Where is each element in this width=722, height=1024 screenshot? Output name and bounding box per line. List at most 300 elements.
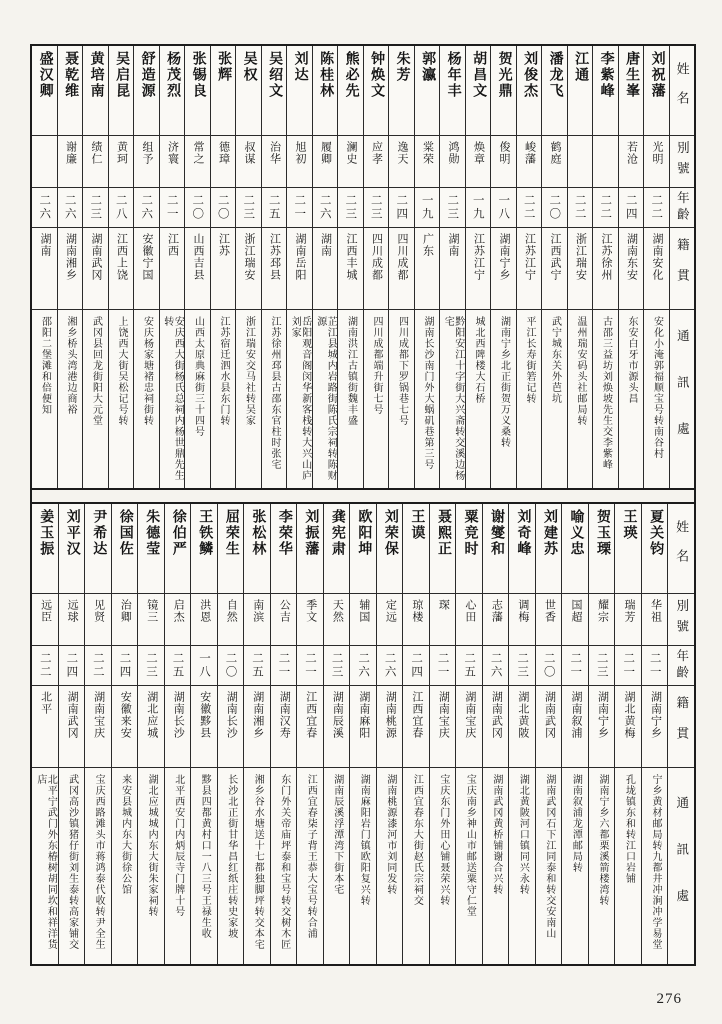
native-cell-text: 湖北黄陂 [516, 691, 529, 739]
age-cell-text: 二八 [114, 194, 127, 221]
addr-cell [389, 310, 414, 488]
native-cell-text: 湖南宝庆 [92, 691, 105, 739]
addr-cell-text: 湖南宁乡六都栗溪箭楼湾转 [596, 774, 608, 906]
name-cell-text: 聂熙正 [435, 509, 451, 557]
entry-column [439, 46, 465, 488]
entry-column [111, 504, 138, 964]
native-cell-text: 江西武宁 [549, 233, 562, 281]
hao-cell [642, 594, 668, 646]
name-cell-text: 徐伯严 [170, 509, 186, 557]
addr-cell [440, 310, 465, 488]
age-cell-text: 二五 [267, 194, 280, 221]
native-cell-text: 湖南宁乡 [498, 233, 511, 281]
age-cell [456, 646, 482, 686]
hao-cell [517, 136, 542, 188]
hao-cell [430, 594, 456, 646]
hao-cell-text: 组予 [141, 141, 154, 165]
age-cell-text: 二六 [140, 194, 153, 221]
hao-cell [403, 594, 429, 646]
hao-cell [191, 594, 217, 646]
native-cell-text: 安徽黟县 [198, 691, 211, 739]
hao-cell-text: 琼楼 [410, 599, 423, 623]
addr-cell-text: 湖北应城城内东大街朱家祠转 [146, 774, 158, 917]
hao-cell-text: 见贤 [92, 599, 105, 623]
name-cell [236, 46, 261, 136]
entry-column [414, 46, 440, 488]
age-cell [271, 646, 297, 686]
entry-column [137, 504, 164, 964]
name-cell [324, 504, 350, 594]
hao-header-label-text: 別號 [674, 599, 689, 640]
age-cell-text: 二六 [489, 652, 502, 679]
hao-cell [440, 136, 465, 188]
addr-header-label-text: 通訊處 [674, 796, 689, 936]
age-cell-text: 二一 [436, 652, 449, 679]
native-cell [377, 686, 403, 768]
age-cell-text: 二三 [242, 194, 255, 221]
directory-table-top [30, 44, 696, 490]
age-cell [430, 646, 456, 686]
name-cell-text: 张辉 [216, 51, 232, 83]
age-cell [562, 646, 588, 686]
native-cell [297, 686, 323, 768]
hao-cell-text: 调梅 [516, 599, 529, 623]
hao-cell-text: 履卿 [319, 141, 332, 165]
hao-cell [589, 594, 615, 646]
age-cell [377, 646, 403, 686]
age-cell [211, 188, 236, 228]
name-cell-text: 钟焕文 [369, 51, 385, 99]
addr-cell [338, 310, 363, 488]
age-cell [262, 188, 287, 228]
name-cell-text: 龚宪肃 [329, 509, 345, 557]
name-cell [32, 46, 57, 136]
hao-cell [218, 594, 244, 646]
entry-column [516, 46, 542, 488]
age-cell [324, 646, 350, 686]
name-cell [297, 504, 323, 594]
hao-cell [85, 594, 111, 646]
addr-cell [109, 310, 134, 488]
addr-cell [483, 768, 509, 964]
name-cell [218, 504, 244, 594]
hao-cell-text: 绩仁 [90, 141, 103, 165]
addr-cell [542, 310, 567, 488]
name-header-label-text: 姓名 [674, 61, 690, 120]
native-cell-text: 湖南宁乡 [649, 691, 662, 739]
addr-cell-text: 山西太原典麻街三十四号 [192, 316, 204, 437]
hao-cell [112, 594, 138, 646]
native-cell [619, 228, 644, 310]
age-cell [59, 646, 85, 686]
age-cell-text: 二六 [63, 194, 76, 221]
hao-cell-text: 世香 [543, 599, 556, 623]
name-cell [350, 504, 376, 594]
entry-column [388, 46, 414, 488]
addr-cell [509, 768, 535, 964]
age-cell [350, 646, 376, 686]
name-cell-text: 喻义忠 [568, 509, 584, 557]
native-cell [568, 228, 593, 310]
addr-cell-text: 长沙北正街甘华昌红纸庄转史家坡 [225, 774, 237, 939]
name-cell-text: 朱芳 [394, 51, 410, 83]
name-cell-text: 刘祝藩 [649, 51, 665, 99]
name-cell-text: 杨年丰 [445, 51, 461, 99]
entry-column [402, 504, 429, 964]
age-cell-text: 二五 [171, 652, 184, 679]
native-cell-text: 湖北应城 [145, 691, 158, 739]
native-cell [324, 686, 350, 768]
addr-cell [568, 310, 593, 488]
name-cell [483, 504, 509, 594]
native-cell-text: 山西吉县 [192, 233, 205, 281]
hao-cell-text: 叔谋 [243, 141, 256, 165]
age-cell-text: 二五 [463, 652, 476, 679]
native-cell [165, 686, 191, 768]
native-cell [160, 228, 185, 310]
name-cell-text: 粟竞时 [462, 509, 478, 557]
addr-cell-text: 芷江县城内岩路街陈氏宗祠转陈财源 [314, 316, 337, 481]
addr-cell-text: 安庆西大街杨氏总祠内杨世鼎先生转 [161, 316, 184, 481]
native-cell-text: 湖南宁乡 [596, 691, 609, 739]
entry-column [58, 504, 85, 964]
name-cell-text: 潘龙飞 [547, 51, 563, 99]
name-cell [58, 46, 83, 136]
name-cell-text: 刘奇峰 [515, 509, 531, 557]
addr-cell [236, 310, 261, 488]
native-cell-text: 江苏江宁 [472, 233, 485, 281]
name-cell [191, 504, 217, 594]
entry-column [567, 46, 593, 488]
hao-cell [262, 136, 287, 188]
addr-cell [415, 310, 440, 488]
hao-cell-text: 耀宗 [596, 599, 609, 623]
native-cell [430, 686, 456, 768]
native-cell-text: 湖南武冈 [66, 691, 79, 739]
hao-cell-text: 南滨 [251, 599, 264, 623]
entry-column [363, 46, 389, 488]
hao-cell [456, 594, 482, 646]
hao-cell [644, 136, 669, 188]
name-cell [619, 46, 644, 136]
addr-cell-text: 宝庆西路滩头市蒋鸿泰代收转尹全生 [93, 774, 105, 950]
native-header-label-text: 籍貫 [674, 696, 689, 757]
age-cell-text: 二二 [650, 194, 663, 221]
age-cell-text: 二一 [622, 652, 635, 679]
native-cell [562, 686, 588, 768]
addr-cell-text: 孔垅镇东和转江口岩铺 [623, 774, 635, 884]
entry-column [270, 504, 297, 964]
entry-column [349, 504, 376, 964]
age-cell [536, 646, 562, 686]
native-cell [483, 686, 509, 768]
name-cell [112, 504, 138, 594]
native-cell [415, 228, 440, 310]
native-cell-text: 湖南安化 [651, 233, 664, 281]
hao-cell [562, 594, 588, 646]
native-cell-text: 江苏 [217, 233, 230, 257]
addr-cell [165, 768, 191, 964]
hao-cell-text: 治华 [268, 141, 281, 165]
name-cell [85, 504, 111, 594]
age-cell [542, 188, 567, 228]
hao-cell-text: 志藩 [490, 599, 503, 623]
addr-cell [85, 768, 111, 964]
hao-cell-text: 琛 [437, 599, 450, 611]
addr-cell-text: 上饶西大街吴松记号转 [116, 316, 127, 426]
native-cell-text: 北平 [39, 691, 52, 715]
native-cell-text: 浙江瑞安 [243, 233, 256, 281]
name-cell [491, 46, 516, 136]
name-cell-text: 江通 [573, 51, 589, 83]
hao-cell-text: 季文 [304, 599, 317, 623]
age-cell [83, 188, 108, 228]
hao-cell [483, 594, 509, 646]
age-cell-text: 二三 [344, 194, 357, 221]
native-cell-text: 江西宜春 [410, 691, 423, 739]
name-cell [642, 504, 668, 594]
addr-cell-text: 岳阳观音阁闵华新客栈转大兴山庐刘家 [289, 316, 311, 481]
age-cell-text: 二一 [277, 652, 290, 679]
age-cell-text: 二〇 [191, 194, 204, 221]
name-cell [211, 46, 236, 136]
hao-cell [244, 594, 270, 646]
addr-cell [218, 768, 244, 964]
age-cell [415, 188, 440, 228]
addr-cell-text: 东门外关帝庙坪泰和宝号转交树木匠 [278, 774, 290, 950]
name-cell [271, 504, 297, 594]
addr-cell-text: 来安县城内东大街徐公馆 [119, 774, 131, 895]
native-cell [517, 228, 542, 310]
name-cell-text: 李紫峰 [598, 51, 614, 99]
age-cell-text: 一九 [420, 194, 433, 221]
hao-cell [324, 594, 350, 646]
age-cell [138, 646, 164, 686]
hao-header-label [670, 136, 695, 188]
addr-cell-text: 江西宜春柒子背王恭大宝号转合浦 [305, 774, 317, 939]
addr-cell [185, 310, 210, 488]
native-cell-text: 江西 [166, 233, 179, 257]
age-cell-text: 一八 [497, 194, 510, 221]
native-cell-text: 江苏徐州 [600, 233, 613, 281]
native-cell-text: 江西宜春 [304, 691, 317, 739]
hao-cell-text: 自然 [225, 599, 238, 623]
name-cell [536, 504, 562, 594]
name-cell [160, 46, 185, 136]
age-cell-text: 二六 [383, 652, 396, 679]
name-cell-text: 刘荣保 [382, 509, 398, 557]
addr-cell-text: 平江长寿街箬记转 [524, 316, 535, 404]
native-cell-text: 江西丰城 [345, 233, 358, 281]
native-cell [536, 686, 562, 768]
hao-cell-text: 济寰 [166, 141, 179, 165]
age-cell [593, 188, 618, 228]
name-cell [440, 46, 465, 136]
name-cell-text: 刘振藩 [303, 509, 319, 557]
age-cell [160, 188, 185, 228]
native-cell-text: 四川成都 [396, 233, 409, 281]
addr-cell [364, 310, 389, 488]
name-cell-text: 吴权 [241, 51, 257, 83]
native-cell [542, 228, 567, 310]
native-cell [185, 228, 210, 310]
name-cell [517, 46, 542, 136]
addr-cell-text: 北平西安门内炳辰寺门牌十号 [172, 774, 184, 917]
hao-cell [165, 594, 191, 646]
native-cell [456, 686, 482, 768]
age-cell-text: 二二 [599, 194, 612, 221]
native-cell-text: 江苏邳县 [268, 233, 281, 281]
native-header-label [670, 228, 695, 310]
name-cell-text: 张松林 [250, 509, 266, 557]
hao-cell [415, 136, 440, 188]
name-cell [403, 504, 429, 594]
hao-header-label-text: 別號 [675, 141, 690, 182]
age-header-label-text: 年齡 [674, 649, 689, 682]
hao-cell-text: 国超 [569, 599, 582, 623]
addr-cell-text: 湖南麻阳岩门镇欧阳复兴转 [358, 774, 370, 906]
native-cell-text: 湖南 [39, 233, 52, 257]
hao-cell-text: 常之 [192, 141, 205, 165]
age-cell-text: 二六 [357, 652, 370, 679]
age-cell-text: 二一 [165, 194, 178, 221]
addr-cell-text: 湖南洪江古镇街魏丰盛 [345, 316, 357, 426]
table-gap [30, 490, 696, 502]
entry-column [323, 504, 350, 964]
age-cell [185, 188, 210, 228]
addr-cell [350, 768, 376, 964]
hao-cell-text: 天然 [331, 599, 344, 623]
directory-table-bottom [30, 502, 696, 966]
name-cell-text: 贺光鼎 [496, 51, 512, 99]
native-cell [138, 686, 164, 768]
entry-column [465, 46, 491, 488]
addr-cell [160, 310, 185, 488]
native-cell-text: 广东 [421, 233, 434, 257]
name-cell-text: 黄培南 [88, 51, 104, 99]
age-cell [287, 188, 312, 228]
name-cell [615, 504, 641, 594]
age-cell-text: 二二 [573, 194, 586, 221]
age-cell-text: 二一 [304, 652, 317, 679]
age-cell [389, 188, 414, 228]
addr-cell-text: 湖南宁乡北正街贺万义桑转 [498, 316, 510, 448]
hao-cell [59, 594, 85, 646]
name-cell [568, 46, 593, 136]
name-cell-text: 刘平汉 [64, 509, 80, 557]
native-cell [389, 228, 414, 310]
addr-cell [615, 768, 641, 964]
name-cell-text: 唐生峯 [624, 51, 640, 99]
native-cell [236, 228, 261, 310]
entry-column [592, 46, 618, 488]
entry-column [217, 504, 244, 964]
addr-cell [403, 768, 429, 964]
addr-cell-text: 四川成都端升街七号 [371, 316, 382, 415]
addr-cell [112, 768, 138, 964]
entry-column [482, 504, 509, 964]
addr-cell [644, 310, 669, 488]
age-cell-text: 二四 [410, 652, 423, 679]
age-cell-text: 二四 [395, 194, 408, 221]
entry-column [614, 504, 641, 964]
name-cell [589, 504, 615, 594]
age-cell-text: 二四 [118, 652, 131, 679]
age-cell-text: 二二 [38, 652, 51, 679]
name-cell-text: 夏关钧 [648, 509, 664, 557]
native-cell-text: 湖南长沙 [172, 691, 185, 739]
age-cell [236, 188, 261, 228]
name-cell [430, 504, 456, 594]
native-cell [642, 686, 668, 768]
page-number: 276 [656, 991, 682, 1007]
age-cell-text: 二三 [446, 194, 459, 221]
native-cell-text: 安徽来安 [119, 691, 132, 739]
entry-column [535, 504, 562, 964]
hao-cell-text: 光明 [651, 141, 664, 165]
hao-cell-text: 谢廉 [64, 141, 77, 165]
native-cell-text: 湖南 [319, 233, 332, 257]
name-cell [138, 504, 164, 594]
hao-cell-text: 逸天 [396, 141, 409, 165]
addr-cell-text: 宝庆南乡神山市邮送粟守仁堂 [464, 774, 476, 917]
header-column [669, 46, 695, 488]
native-cell-text: 湖南宝庆 [437, 691, 450, 739]
name-cell [415, 46, 440, 136]
hao-cell [134, 136, 159, 188]
name-cell-text: 郭瀛 [420, 51, 436, 83]
addr-cell [262, 310, 287, 488]
addr-cell-text: 湖南武冈黄桥铺谢合兴转 [490, 774, 502, 895]
entry-column [84, 504, 111, 964]
age-cell-text: 二六 [318, 194, 331, 221]
hao-cell-text: 峻藩 [523, 141, 536, 165]
age-cell-text: 二四 [624, 194, 637, 221]
native-cell [350, 686, 376, 768]
age-cell-text: 二〇 [216, 194, 229, 221]
native-cell [403, 686, 429, 768]
addr-cell-text: 湘乡谷水塘送十七都独脚坪转交本宅 [252, 774, 264, 950]
entry-column [641, 504, 668, 964]
name-cell [338, 46, 363, 136]
hao-cell-text: 定远 [384, 599, 397, 623]
addr-cell-text: 江苏徐州邳县古邵东官柱时张宅 [269, 316, 280, 470]
age-cell-text: 二五 [251, 652, 264, 679]
age-cell-text: 二三 [369, 194, 382, 221]
name-cell [313, 46, 338, 136]
entry-column [82, 46, 108, 488]
name-cell-text: 杨茂烈 [165, 51, 181, 99]
hao-cell-text: 旭初 [294, 141, 307, 165]
age-cell-text: 二三 [516, 652, 529, 679]
name-cell-text: 朱德莹 [144, 509, 160, 557]
entry-column [210, 46, 236, 488]
name-cell-text: 贺玉瑮 [595, 509, 611, 557]
name-cell-text: 陈桂林 [318, 51, 334, 99]
age-cell [568, 188, 593, 228]
hao-cell-text: 辅国 [357, 599, 370, 623]
age-cell [642, 646, 668, 686]
native-cell-text: 湖南武冈 [490, 691, 503, 739]
native-cell [440, 228, 465, 310]
native-cell [109, 228, 134, 310]
age-cell-text: 二〇 [548, 194, 561, 221]
native-cell [134, 228, 159, 310]
name-cell [32, 504, 58, 594]
addr-cell-text: 湘乡桥头湾港边商裕 [65, 316, 76, 415]
name-cell-text: 吴绍文 [267, 51, 283, 99]
age-cell-text: 二〇 [542, 652, 555, 679]
